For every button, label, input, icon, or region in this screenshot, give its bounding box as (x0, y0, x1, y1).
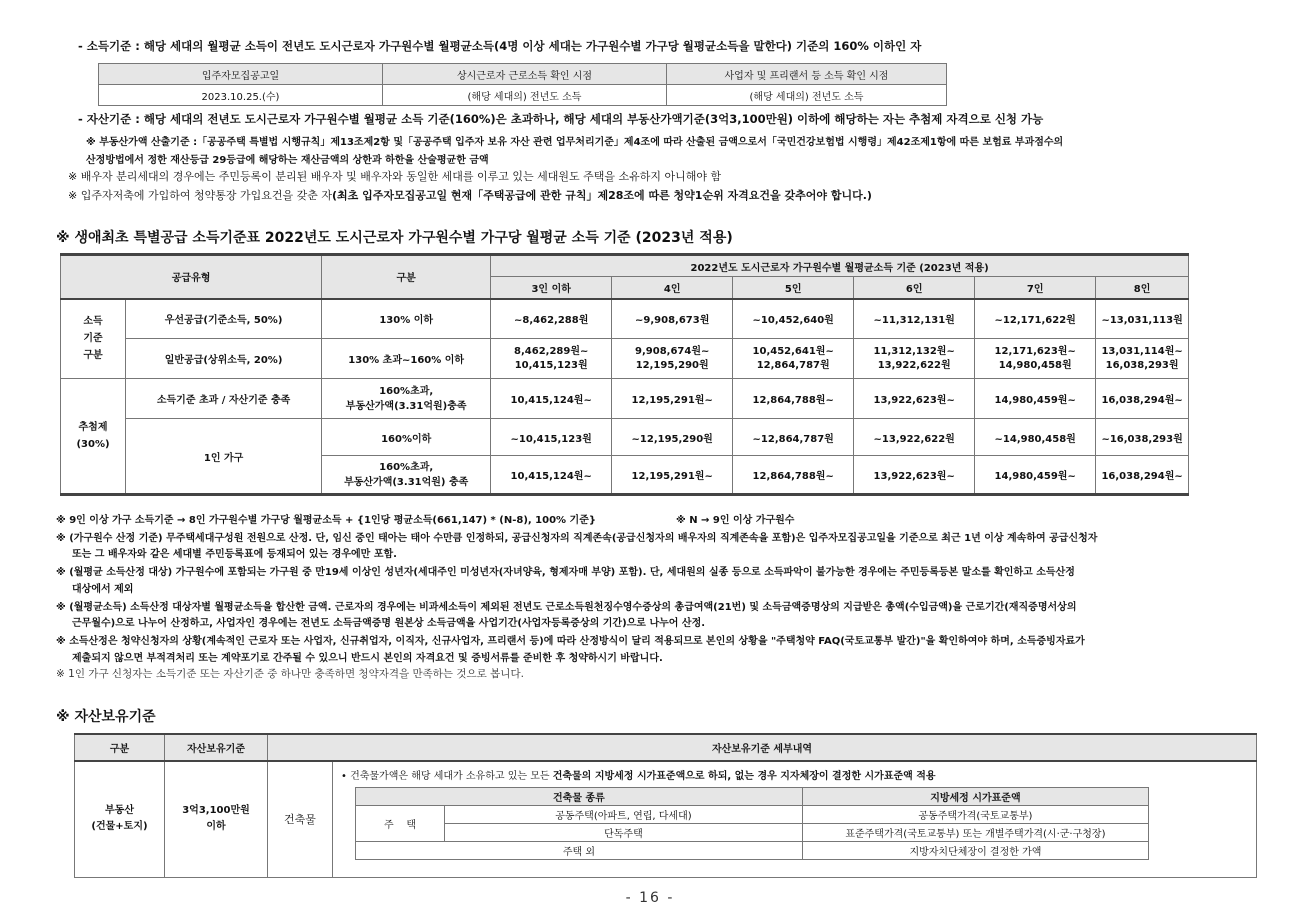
table-header: 입주자모집공고일 (99, 64, 383, 85)
inner-house-label: 주 택 (356, 806, 445, 842)
inner-header: 지방세정 시가표준액 (802, 788, 1148, 806)
note-income-target: ※ (월평균 소득산정 대상) 가구원수에 포함되는 가구원 중 만19세 이상인 성년자(세대주인 미성년자(자녀양육, 형제자매 부양) 포함). 단, 세대원의 실종 등으로 소득파악이 불가능한 경우에는 주민등록등본 말소를 확인하고 소득산정 (56, 567, 1075, 578)
asset-standard-table (74, 733, 1257, 878)
building-value-table (355, 787, 1149, 860)
note-monthly-income-cont: 근무월수)으로 나누어 산정하고, 사업자인 경우에는 전년도 소득금액증명 원본상 소득금액을 사업기간(사업자등록증상의 기간)으로 나누어 산정. (72, 618, 706, 629)
asset-criteria-text: - 자산기준 : 해당 세대의 전년도 도시근로자 가구원수별 월평균 소득 기준(160%)은 초과하나, 해당 세대의 부동산가액기준(3억3,100만원) 이하에 해당하는 자는 추첨제 자격으로 신청 가능 (78, 112, 1044, 126)
header-supply-type: 공급유형 (61, 255, 322, 299)
header-size: 7인 (975, 277, 1096, 299)
asset-header: 자산보유기준 세부내역 (268, 734, 1257, 761)
value-cell: 12,864,788원~ (733, 456, 854, 495)
value-cell: 10,415,124원~ (491, 456, 612, 495)
note-household-count: ※ (가구원수 산정 기준) 무주택세대구성원 전원으로 산정. 단, 임신 중인 태아는 태아 수만큼 인정하되, 공급신청자의 직계존속(공급신청자의 배우자의 직계존속을 포함)은 입주자모집공고일을 기준으로 최근 1년 이상 계속하여 공급신청자 (56, 533, 1098, 544)
value-cell: ~12,195,290원 (612, 419, 733, 456)
note-income-calculation: ※ 소득산정은 청약신청자의 상황(계속적인 근로자 또는 사업자, 신규취업자, 이직자, 신규사업자, 프리랜서 등)에 따라 산정방식이 달리 적용되므로 본인의 상황을 "주택청약 FAQ(국토교통부 발간)"을 확인하여야 하며, 소득증빙자료가 (56, 636, 1085, 647)
row-type: 소득기준 초과 / 자산기준 충족 (126, 379, 322, 419)
asset-header: 구분 (75, 734, 165, 761)
value-cell: 13,031,114원~ 16,038,293원 (1096, 339, 1189, 379)
income-table-title: ※ 생애최초 특별공급 소득기준표 2022년도 도시근로자 가구원수별 가구당 월평균 소득 기준 (2023년 적용) (56, 230, 733, 246)
value-cell: 10,452,641원~ 12,864,787원 (733, 339, 854, 379)
asset-note-2: ※ 배우자 분리세대의 경우에는 주민등록이 분리된 배우자 및 배우자와 동일한 세대를 이루고 있는 세대원도 주택을 소유하지 아니해야 함 (68, 170, 722, 183)
value-cell: 12,171,623원~ 14,980,458원 (975, 339, 1096, 379)
row-category: 160%초과, 부동산가액(3.31억원)충족 (322, 379, 491, 419)
inner-cell: 표준주택가격(국토교통부) 또는 개별주택가격(시·군·구청장) (802, 824, 1148, 842)
table-cell: 2023.10.25.(수) (99, 85, 383, 106)
header-size: 3인 이하 (491, 277, 612, 299)
value-cell: ~8,462,288원 (491, 299, 612, 339)
value-cell: 13,922,623원~ (854, 379, 975, 419)
asset-row-label: 부동산 (건물+토지) (75, 761, 165, 877)
header-size: 5인 (733, 277, 854, 299)
value-cell: ~12,171,622원 (975, 299, 1096, 339)
header-size: 6인 (854, 277, 975, 299)
row-category: 160%이하 (322, 419, 491, 456)
inner-cell: 공동주택가격(국토교통부) (802, 806, 1148, 824)
value-cell: 13,922,623원~ (854, 456, 975, 495)
note-single-household: ※ 1인 가구 신청자는 소득기준 또는 자산기준 중 하나만 충족하면 청약자격을 만족하는 것으로 봅니다. (56, 668, 524, 680)
note-household-count-cont: 또는 그 배우자와 같은 세대별 주민등록표에 등재되어 있는 경우에만 포함. (72, 549, 397, 560)
value-cell: 12,195,291원~ (612, 456, 733, 495)
value-cell: ~14,980,458원 (975, 419, 1096, 456)
header-income-group: 2022년도 도시근로자 가구원수별 월평균소득 기준 (2023년 적용) (491, 255, 1189, 277)
inner-cell: 지방자치단체장이 결정한 가액 (802, 842, 1148, 860)
table-cell: (해당 세대의) 전년도 소득 (667, 85, 947, 106)
value-cell: 12,195,291원~ (612, 379, 733, 419)
value-cell: ~16,038,293원 (1096, 419, 1189, 456)
row-type: 일반공급(상위소득, 20%) (126, 339, 322, 379)
header-size: 8인 (1096, 277, 1189, 299)
asset-row-sub: 건축물 (268, 761, 333, 877)
value-cell: ~9,908,673원 (612, 299, 733, 339)
value-cell: 14,980,459원~ (975, 456, 1096, 495)
note-monthly-income: ※ (월평균소득) 소득산정 대상자별 월평균소득을 합산한 금액. 근로자의 경우에는 비과세소득이 제외된 전년도 근로소득원천징수영수증상의 총급여액(21번) 및 소득금액증명상의 지급받은 총액(수입금액)을 근로기간(재직증명서상의 (56, 602, 1077, 613)
row-category: 160%초과, 부동산가액(3.31억원) 충족 (322, 456, 491, 495)
inner-cell: 주택 외 (356, 842, 803, 860)
header-category: 구분 (322, 255, 491, 299)
value-cell: ~13,922,622원 (854, 419, 975, 456)
row-type: 1인 가구 (126, 419, 322, 495)
header-size: 4인 (612, 277, 733, 299)
value-cell: 11,312,132원~ 13,922,622원 (854, 339, 975, 379)
asset-header: 자산보유기준 (165, 734, 268, 761)
inner-cell: 단독주택 (445, 824, 803, 842)
page-number: - 16 - (625, 890, 675, 906)
table-header: 상시근로자 근로소득 확인 시점 (383, 64, 667, 85)
table-header: 사업자 및 프리랜서 등 소득 확인 시점 (667, 64, 947, 85)
value-cell: ~10,415,123원 (491, 419, 612, 456)
asset-note-1: ※ 부동산가액 산출기준 :「공공주택 특별법 시행규칙」제13조제2항 및「공공주택 입주자 보유 자산 관련 업무처리기준」제4조에 따라 산출된 금액으로서「국민건강보험법 시행령」제42조제1항에 따른 보험료 부과점수의 (86, 137, 1064, 148)
row-category: 130% 초과~160% 이하 (322, 339, 491, 379)
value-cell: 9,908,674원~ 12,195,290원 (612, 339, 733, 379)
asset-note-1-cont: 산정방법에서 정한 재산등급 29등급에 해당하는 재산금액의 상한과 하한을 산술평균한 금액 (86, 155, 489, 166)
note-large-household: ※ 9인 이상 가구 소득기준 → 8인 가구원수별 가구당 월평균소득 + {1인당 평균소득(661,147) * (N-8), 100% 기준} (56, 515, 596, 526)
note-income-calculation-cont: 제출되지 않으면 부적격처리 또는 계약포기로 간주될 수 있으니 반드시 본인의 자격요건 및 증빙서류를 준비한 후 청약하시기 바랍니다. (72, 653, 663, 664)
value-cell: 8,462,289원~ 10,415,123원 (491, 339, 612, 379)
inner-cell: 공동주택(아파트, 연립, 다세대) (445, 806, 803, 824)
row-type: 우선공급(기준소득, 50%) (126, 299, 322, 339)
value-cell: 10,415,124원~ (491, 379, 612, 419)
row-category: 130% 이하 (322, 299, 491, 339)
income-criteria-text: - 소득기준 : 해당 세대의 월평균 소득이 전년도 도시근로자 가구원수별 월평균소득(4명 이상 세대는 가구원수별 가구당 월평균소득을 말한다) 기준의 160% 이하인 자 (78, 39, 922, 53)
value-cell: 12,864,788원~ (733, 379, 854, 419)
inner-header: 건축물 종류 (356, 788, 803, 806)
income-standard-table (60, 253, 1189, 496)
asset-table-title: ※ 자산보유기준 (56, 709, 156, 725)
note-n-definition: ※ N → 9인 이상 가구원수 (676, 515, 795, 526)
value-cell: 16,038,294원~ (1096, 456, 1189, 495)
note-income-target-cont: 대상에서 제외 (72, 584, 134, 595)
value-cell: ~12,864,787원 (733, 419, 854, 456)
income-check-table (98, 63, 947, 106)
value-cell: ~10,452,640원 (733, 299, 854, 339)
table-cell: (해당 세대의) 전년도 소득 (383, 85, 667, 106)
group-lottery: 추첨제 (30%) (61, 379, 126, 495)
value-cell: 16,038,294원~ (1096, 379, 1189, 419)
asset-row-value: 3억3,100만원 이하 (165, 761, 268, 877)
value-cell: ~13,031,113원 (1096, 299, 1189, 339)
value-cell: ~11,312,131원 (854, 299, 975, 339)
group-income: 소득 기준 구분 (61, 299, 126, 379)
asset-note-3: ※ 입주자저축에 가입하여 청약통장 가입요건을 갖춘 자(최초 입주자모집공고일 현재「주택공급에 관한 규칙」제28조에 따른 청약1순위 자격요건을 갖추어야 합니다.) (68, 189, 872, 202)
value-cell: 14,980,459원~ (975, 379, 1096, 419)
asset-bullet: • 건축물가액은 해당 세대가 소유하고 있는 모든 건축물의 지방세정 시가표준액으로 하되, 없는 경우 지자체장이 결정한 시가표준액 적용 (341, 771, 936, 782)
